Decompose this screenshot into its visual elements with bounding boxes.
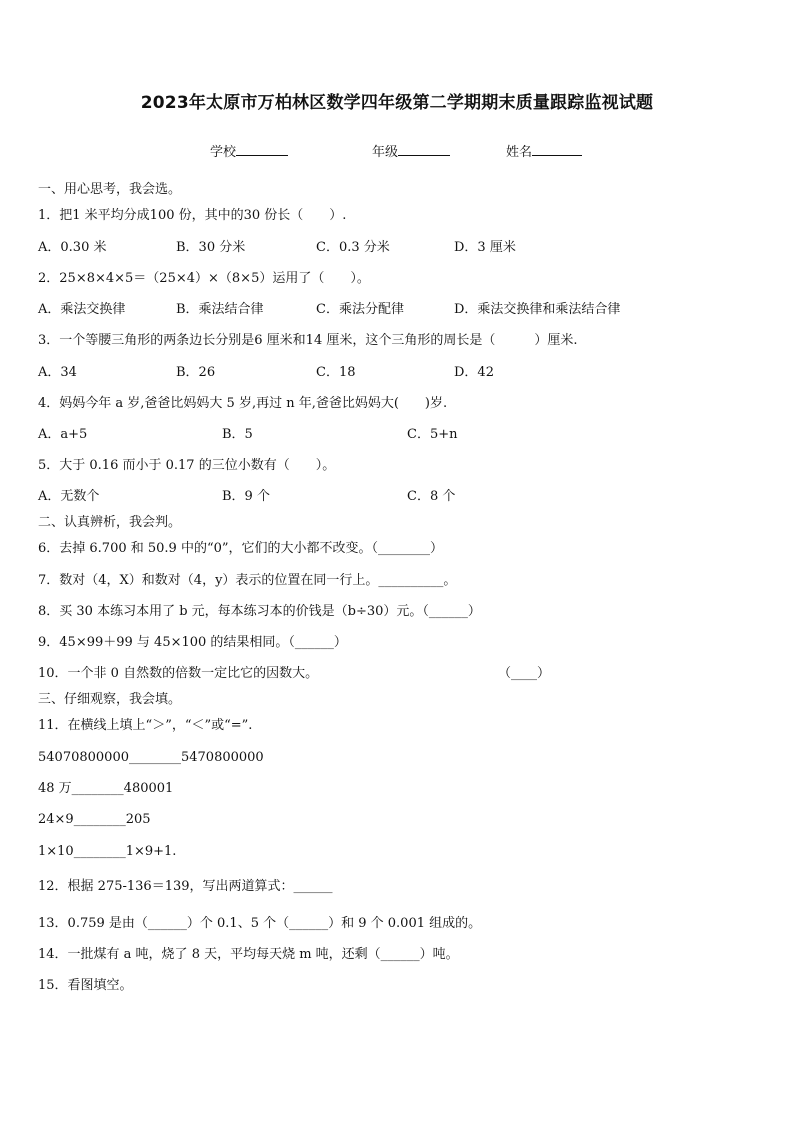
q1-option-d: D．3 厘米 xyxy=(454,240,516,255)
question-8: 8．买 30 本练习本用了 b 元，每本练习本的价钱是（b÷30）元。（______） xyxy=(38,604,481,619)
question-9: 9．45×99＋99 与 45×100 的结果相同。（______） xyxy=(38,635,347,650)
q1-option-c: C．0.3 分米 xyxy=(316,240,390,255)
grade-field xyxy=(372,141,450,160)
question-14: 14．一批煤有 a 吨，烧了 8 天，平均每天烧 m 吨，还剩（______）吨。 xyxy=(38,947,459,962)
q11-item-3: 24×9________205 xyxy=(38,812,151,827)
q1-option-b: B．30 分米 xyxy=(176,240,246,255)
q5-option-a: A．无数个 xyxy=(38,489,100,504)
q2-option-a: A．乘法交换律 xyxy=(38,302,126,317)
question-6: 6．去掉 6.700 和 50.9 中的“0”，它们的大小都不改变。（________） xyxy=(38,541,444,556)
question-3: 3．一个等腰三角形的两条边长分别是6 厘米和14 厘米，这个三角形的周长是（ ）厘米. xyxy=(38,333,578,348)
name-blank xyxy=(532,143,582,156)
q2-option-b: B．乘法结合律 xyxy=(176,302,264,317)
question-11: 11．在横线上填上“＞”，“＜”或“=”. xyxy=(38,718,253,733)
q1-option-a: A．0.30 米 xyxy=(38,240,107,255)
question-5: 5．大于 0.16 而小于 0.17 的三位小数有（ ）。 xyxy=(38,458,336,473)
question-4: 4．妈妈今年 a 岁,爸爸比妈妈大 5 岁,再过 n 年,爸爸比妈妈大( )岁. xyxy=(38,396,448,411)
q3-option-b: B．26 xyxy=(176,365,216,380)
question-13: 13．0.759 是由（______）个 0.1、5 个（______）和 9 个 0.001 组成的。 xyxy=(38,916,482,931)
question-10: 10．一个非 0 自然数的倍数一定比它的因数大。 xyxy=(38,666,319,681)
section-1-heading: 一、用心思考，我会选。 xyxy=(38,182,182,197)
q4-option-b: B．5 xyxy=(222,427,253,442)
grade-label: 年级 xyxy=(372,145,399,160)
question-7: 7．数对（4，X）和数对（4，y）表示的位置在同一行上。__________。 xyxy=(38,573,457,588)
q3-option-c: C．18 xyxy=(316,365,356,380)
q11-item-4: 1×10________1×9+1. xyxy=(38,844,177,859)
section-2-heading: 二、认真辨析，我会判。 xyxy=(38,515,182,530)
question-15: 15．看图填空。 xyxy=(38,978,133,993)
school-label: 学校 xyxy=(210,145,237,160)
section-3-heading: 三、仔细观察，我会填。 xyxy=(38,692,182,707)
name-field xyxy=(506,141,582,160)
question-2: 2．25×8×4×5＝（25×4）×（8×5）运用了（ ）。 xyxy=(38,271,370,286)
q10-answer-paren: （____） xyxy=(498,666,551,681)
q2-option-c: C．乘法分配律 xyxy=(316,302,404,317)
q11-item-2: 48 万________480001 xyxy=(38,781,174,796)
q5-option-b: B．9 个 xyxy=(222,489,270,504)
grade-blank xyxy=(398,143,450,156)
question-12: 12．根据 275-136＝139，写出两道算式：______ xyxy=(38,879,333,894)
q2-option-d: D．乘法交换律和乘法结合律 xyxy=(454,302,621,317)
school-field xyxy=(210,141,288,160)
name-label: 姓名 xyxy=(506,145,533,160)
q3-option-d: D．42 xyxy=(454,365,494,380)
school-blank xyxy=(236,143,288,156)
question-1: 1．把1 米平均分成100 份，其中的30 份长（ ）. xyxy=(38,208,347,223)
q3-option-a: A．34 xyxy=(38,365,77,380)
q4-option-c: C．5+n xyxy=(407,427,458,442)
q11-item-1: 54070800000________5470800000 xyxy=(38,750,264,765)
q4-option-a: A．a+5 xyxy=(38,427,88,442)
page-title: 2023年太原市万柏林区数学四年级第二学期期末质量跟踪监视试题 xyxy=(140,93,654,113)
q5-option-c: C．8 个 xyxy=(407,489,456,504)
